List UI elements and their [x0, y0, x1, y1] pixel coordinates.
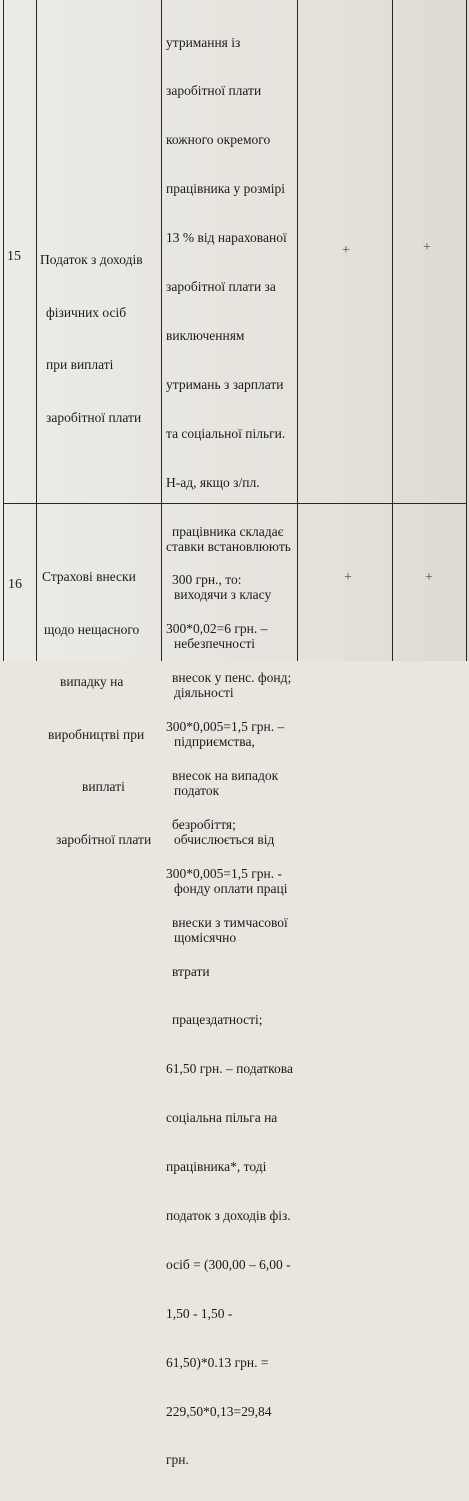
description-line: щомісячно [174, 929, 237, 945]
table-divider-3 [297, 0, 298, 661]
tax-name-cell [42, 533, 151, 883]
description-line: безробіття; [172, 816, 236, 832]
description-line: 300*0,02=6 грн. – [166, 621, 268, 637]
table-divider-1 [36, 0, 37, 661]
description-line: обчислюється від [174, 831, 275, 847]
row-number: 15 [7, 249, 21, 264]
tax-name-line: заробітної плати [46, 409, 142, 425]
description-line: 300*0,005=1,5 грн. - [166, 865, 282, 881]
tax-name-line: щодо нещасного [44, 621, 140, 637]
plus-mark: + [423, 240, 431, 255]
description-line: ставки встановлюють [166, 538, 291, 554]
description-line: внесок у пенс. фонд; [172, 670, 292, 686]
description-line: кожного окремого [166, 132, 271, 148]
table-border-left [3, 0, 4, 661]
plus-mark: + [342, 243, 350, 258]
tax-name-line: Страхові внески [42, 569, 136, 584]
plus-mark: + [344, 570, 352, 585]
description-line: небезпечності [174, 636, 256, 652]
plus-mark: + [425, 570, 433, 585]
description-line: працівника складає [172, 523, 284, 539]
description-line: 61,50)*0.13 грн. = [166, 1354, 269, 1370]
description-line: внески з тимчасової [172, 914, 288, 930]
row-number: 16 [8, 577, 22, 592]
description-line: працівника*, тоді [166, 1159, 267, 1175]
description-line: податок [174, 783, 220, 799]
description-line: підприємства, [174, 734, 255, 750]
description-line: та соціальної пільги. [166, 425, 286, 441]
description-line: діяльності [174, 685, 234, 701]
description-line: внесок на випадок [172, 767, 279, 783]
table-divider-2 [161, 0, 162, 661]
tax-name-cell [40, 216, 143, 461]
description-line: 229,50*0,13=29,84 [166, 1403, 272, 1419]
description-line: виходячи з класу [174, 587, 272, 603]
description-line: 300*0,005=1,5 грн. – [166, 719, 285, 735]
table-divider-4 [392, 0, 393, 661]
table-border-right [466, 0, 467, 661]
description-line: утримань з зарплати [166, 376, 284, 392]
tax-name-line: заробітної плати [56, 831, 152, 847]
description-line: 1,50 - 1,50 - [166, 1305, 233, 1321]
description-line: 61,50 грн. – податкова [166, 1061, 293, 1077]
tax-name-line: виробництві при [48, 726, 145, 742]
description-line: соціальна пільга на [166, 1110, 278, 1126]
description-line: працездатності; [172, 1012, 263, 1028]
description-line: втрати [172, 963, 210, 979]
description-line: осіб = (300,00 – 6,00 - [166, 1256, 291, 1272]
description-line: податок з доходів фіз. [166, 1207, 291, 1223]
description-line: працівника у розмірі [166, 181, 286, 197]
description-line: виключенням [166, 327, 245, 343]
description-line: фонду оплати праці [174, 880, 288, 896]
description-line: утримання із [166, 34, 241, 50]
tax-description-cell [166, 506, 291, 979]
description-line: грн. [166, 1452, 189, 1468]
tax-name-line: при виплаті [46, 357, 114, 372]
tax-name-line: Податок з доходів [40, 252, 143, 267]
description-line: 13 % від нарахованої [166, 230, 287, 246]
tax-name-line: випадку на [60, 674, 124, 689]
description-line: заробітної плати за [166, 279, 276, 295]
tax-name-line: фізичних осіб [46, 304, 127, 320]
description-line: Н-ад, якщо з/пл. [166, 474, 260, 490]
description-line: заробітної плати [166, 83, 262, 99]
description-line: 300 грн., то: [172, 572, 242, 588]
tax-name-line: виплаті [82, 779, 125, 794]
